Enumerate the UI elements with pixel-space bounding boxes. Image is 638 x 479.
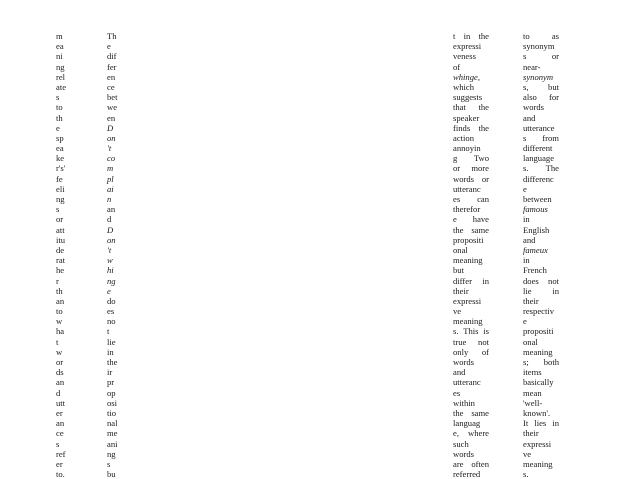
text-word: es: [453, 194, 461, 204]
text-word: or: [481, 173, 489, 184]
text-word: s.: [453, 326, 459, 337]
text-word: only: [453, 346, 469, 357]
text-word: e: [453, 214, 457, 225]
text-line: fer: [107, 61, 117, 72]
text-line: words: [523, 102, 545, 113]
text-line: [453, 347, 489, 357]
text-line: w: [56, 316, 63, 327]
text-line: [107, 123, 139, 133]
text-line: [453, 276, 489, 286]
text-line: propositi: [523, 326, 554, 337]
italic-text: w: [107, 255, 113, 266]
text-word: e,: [453, 428, 459, 439]
text-line: onal: [453, 244, 468, 255]
text-line: veness: [453, 51, 476, 62]
text-line: or: [56, 214, 64, 225]
text-line: ng: [56, 61, 65, 72]
text-line: the: [107, 357, 118, 367]
text-word: that: [453, 102, 466, 113]
text-word: of: [481, 346, 489, 357]
text-line: action: [453, 132, 474, 143]
italic-text: on: [107, 234, 116, 245]
text-line: m: [56, 31, 63, 41]
text-line: s: [56, 92, 60, 103]
italic-text: n: [107, 194, 112, 204]
text-line: [107, 174, 139, 184]
text-line: 'well-: [523, 397, 543, 408]
text-line: do: [107, 295, 116, 306]
text-line: meaning: [453, 255, 483, 266]
text-line: [523, 204, 559, 214]
text-line: ke: [56, 153, 65, 164]
text-word: lies: [534, 418, 547, 429]
text-line: their: [523, 428, 539, 439]
text-word: lie: [523, 285, 532, 296]
text-line: er: [56, 407, 63, 418]
text-word: not: [478, 336, 489, 347]
text-word: from: [542, 132, 559, 143]
text-word: for: [548, 92, 559, 103]
text-line: eli: [56, 183, 65, 194]
italic-text: e: [107, 285, 111, 296]
text-line: [453, 72, 489, 82]
text-word: does: [523, 275, 539, 286]
text-word: more: [471, 163, 489, 174]
text-line: [453, 459, 489, 469]
text-line: ve: [453, 306, 462, 317]
text-line: sp: [56, 132, 64, 143]
text-line: ate: [56, 81, 67, 92]
text-line: onal: [523, 336, 538, 347]
text-word: the: [478, 122, 489, 133]
text-line: meaning: [523, 346, 553, 357]
text-line: near-: [523, 61, 541, 72]
text-line: an: [56, 295, 65, 306]
text-line: propositi: [453, 234, 484, 245]
text-line: ce: [107, 81, 115, 92]
text-line: and: [523, 112, 536, 123]
text-line: meaning: [523, 458, 553, 469]
text-line: pr: [107, 377, 115, 388]
text-line: tio: [107, 407, 117, 418]
text-word: s;: [523, 357, 529, 367]
text-line: an: [107, 204, 116, 215]
text-line: [523, 51, 559, 61]
text-line: ds: [56, 367, 64, 378]
text-line: e: [56, 122, 60, 133]
text-word: where: [468, 428, 489, 439]
text-line: in: [523, 214, 530, 225]
text-line: [523, 357, 559, 367]
text-word: are: [453, 458, 464, 469]
italic-text: on: [107, 132, 116, 143]
text-word: It: [523, 418, 529, 429]
text-line: to.: [56, 469, 65, 479]
text-word: the: [453, 224, 464, 235]
text-line: [107, 163, 139, 173]
text-line: expressi: [523, 438, 552, 449]
text-word: the: [453, 407, 464, 418]
text-line: different: [523, 143, 553, 154]
text-line: [523, 92, 559, 102]
text-word: or: [551, 51, 559, 62]
text-line: [523, 276, 559, 286]
text-line: [453, 163, 489, 173]
text-line: r: [56, 275, 59, 286]
italic-text: hi: [107, 265, 114, 276]
text-line: referred: [453, 469, 481, 479]
text-line: expressi: [453, 295, 482, 306]
text-column-1: [56, 31, 88, 479]
text-line: de: [56, 244, 65, 255]
text-line: he: [56, 265, 65, 276]
text-line: en: [107, 112, 116, 123]
text-line: words: [453, 448, 475, 459]
text-line: suggests: [453, 92, 483, 103]
text-line: an: [56, 418, 65, 429]
text-line: such: [453, 438, 469, 449]
text-line: [523, 72, 559, 82]
italic-text: D: [107, 122, 114, 133]
text-line: ani: [107, 438, 118, 449]
text-line: lie: [107, 336, 116, 347]
text-word: both: [543, 357, 559, 367]
text-line: mean: [523, 387, 542, 398]
text-line: [107, 245, 139, 255]
text-line: utterance: [523, 122, 555, 133]
text-line: [453, 428, 489, 438]
text-line: ng: [56, 194, 65, 204]
text-line: which: [453, 81, 475, 92]
text-line: [107, 184, 139, 194]
text-word: the: [478, 102, 489, 113]
text-word: t: [453, 31, 456, 41]
text-line: their: [523, 295, 539, 306]
text-line: [107, 255, 139, 265]
text-line: [107, 143, 139, 153]
text-line: to: [56, 306, 63, 317]
text-line: rel: [56, 71, 66, 82]
text-word: in: [552, 418, 559, 429]
text-column-3: [453, 31, 489, 479]
italic-text: ai: [107, 183, 114, 194]
text-word: The: [545, 163, 559, 174]
text-word: is: [483, 326, 489, 337]
text-word: often: [471, 458, 489, 469]
text-line: annoyin: [453, 143, 481, 154]
text-line: [107, 286, 139, 296]
text-line: t: [107, 326, 110, 337]
text-line: within: [453, 397, 475, 408]
text-line: respectiv: [523, 306, 555, 317]
text-line: d: [107, 214, 112, 225]
text-line: [107, 133, 139, 143]
text-line: [523, 31, 559, 41]
text-line: [523, 245, 559, 255]
text-line: [523, 163, 559, 173]
italic-text: 't: [107, 143, 112, 154]
text-word: differ: [453, 275, 472, 286]
italic-text: synonym: [523, 71, 554, 82]
text-line: synonym: [523, 41, 555, 52]
text-word: the: [478, 31, 489, 41]
text-line: en: [107, 71, 116, 82]
text-line: their: [453, 285, 469, 296]
text-line: or: [56, 357, 64, 367]
text-line: meaning: [453, 316, 483, 327]
text-line: English: [523, 224, 550, 235]
text-line: [523, 418, 559, 428]
text-line: [107, 194, 139, 204]
text-line: [453, 214, 489, 224]
italic-text: fameux: [523, 244, 548, 255]
text-line: to: [56, 102, 63, 113]
text-line: differenc: [523, 173, 554, 184]
text-line: no: [107, 316, 116, 327]
text-line: [107, 265, 139, 275]
text-line: ea: [56, 143, 64, 154]
text-word: as: [551, 31, 559, 41]
text-line: [453, 194, 489, 204]
text-line: but: [453, 265, 464, 276]
text-line: me: [107, 428, 118, 439]
text-word: in: [463, 31, 471, 41]
text-line: [107, 276, 139, 286]
text-line: [453, 102, 489, 112]
text-line: er: [56, 458, 63, 469]
text-line: [453, 337, 489, 347]
text-line: [453, 408, 489, 418]
text-word: to: [523, 31, 530, 41]
text-word: finds: [453, 122, 471, 133]
text-line: in: [523, 255, 530, 266]
text-line: [453, 326, 489, 336]
text-line: and: [523, 234, 536, 245]
text-line: ni: [56, 51, 63, 62]
text-line: between: [523, 194, 552, 204]
text-column-4: [523, 31, 559, 479]
text-line: s.: [523, 469, 529, 479]
text-word: not: [548, 275, 559, 286]
text-line: e: [523, 183, 527, 194]
text-line: [523, 133, 559, 143]
text-word: same: [471, 224, 489, 235]
text-line: [453, 31, 489, 41]
text-line: bet: [107, 92, 118, 103]
text-line: language: [523, 153, 555, 164]
text-word: Two: [473, 153, 489, 164]
text-line: known'.: [523, 407, 551, 418]
text-line: therefor: [453, 204, 481, 215]
text-word: s: [523, 51, 527, 62]
text-line: nal: [107, 418, 118, 429]
text-line: rat: [56, 255, 66, 266]
text-line: th: [56, 285, 63, 296]
text-line: utteranc: [453, 183, 481, 194]
text-word: s.: [523, 163, 529, 174]
text-word: words: [453, 173, 475, 184]
text-word: can: [477, 194, 489, 204]
text-word: same: [471, 407, 489, 418]
text-line: [453, 174, 489, 184]
text-line: att: [56, 224, 65, 235]
text-line: es: [107, 306, 115, 317]
text-line: w: [56, 346, 63, 357]
italic-text: famous: [523, 204, 548, 215]
text-line: utteranc: [453, 377, 481, 388]
text-line: languag: [453, 418, 481, 429]
italic-text: m: [107, 163, 114, 174]
text-line: bu: [107, 469, 116, 479]
text-line: s: [56, 438, 60, 449]
text-line: t: [56, 336, 59, 347]
text-line: itu: [56, 234, 66, 245]
text-word: s,: [523, 81, 529, 92]
text-line: th: [56, 112, 63, 123]
text-line: items: [523, 367, 542, 378]
text-line: ng: [107, 448, 116, 459]
text-line: [523, 286, 559, 296]
text-line: op: [107, 387, 116, 398]
text-line: Th: [107, 31, 117, 41]
italic-text: pl: [107, 173, 114, 184]
italic-text: 't: [107, 244, 112, 255]
italic-text: ng: [107, 275, 116, 286]
text-line: osi: [107, 397, 118, 408]
text-word: in: [482, 275, 489, 286]
text-column-2: [107, 31, 139, 479]
text-word: also: [523, 92, 537, 103]
text-line: basically: [523, 377, 554, 388]
text-word: This: [463, 326, 479, 337]
text-line: d: [56, 387, 61, 398]
text-line: and: [453, 367, 466, 378]
text-word: s: [523, 132, 527, 143]
text-line: dif: [107, 51, 117, 62]
text-line: of: [453, 61, 461, 72]
text-line: r's': [56, 163, 66, 174]
text-word: g: [453, 153, 458, 164]
text-line: ea: [56, 41, 64, 52]
italic-text: co: [107, 153, 116, 164]
text-word: but: [548, 81, 559, 92]
text-line: [107, 235, 139, 245]
text-line: [107, 153, 139, 163]
text-line: [453, 225, 489, 235]
text-line: expressi: [453, 41, 482, 52]
text-line: utt: [56, 397, 66, 408]
text-line: s: [56, 204, 60, 215]
text-line: s: [107, 458, 111, 469]
text-word: true: [453, 336, 467, 347]
text-line: ve: [523, 448, 532, 459]
text-word: in: [552, 285, 559, 296]
text-line: [107, 225, 139, 235]
text-line: [453, 123, 489, 133]
text-line: [453, 153, 489, 163]
italic-text: D: [107, 224, 114, 235]
text-line: in: [107, 346, 114, 357]
text-line: ir: [107, 367, 113, 378]
text-line: es: [453, 387, 461, 398]
text-line: ref: [56, 448, 66, 459]
text-word: or: [453, 163, 461, 174]
text-line: [523, 82, 559, 92]
text-line: fe: [56, 173, 63, 184]
text-line: speaker: [453, 112, 480, 123]
text-line: ha: [56, 326, 65, 337]
text-word: have: [472, 214, 489, 225]
text-line: words: [453, 357, 475, 367]
text-line: French: [523, 265, 547, 276]
text-line: ce: [56, 428, 64, 439]
text-line: e: [523, 316, 527, 327]
text-line: an: [56, 377, 65, 388]
text-line: we: [107, 102, 118, 113]
text-line: e: [107, 41, 111, 52]
italic-text: whinge,: [453, 71, 480, 82]
